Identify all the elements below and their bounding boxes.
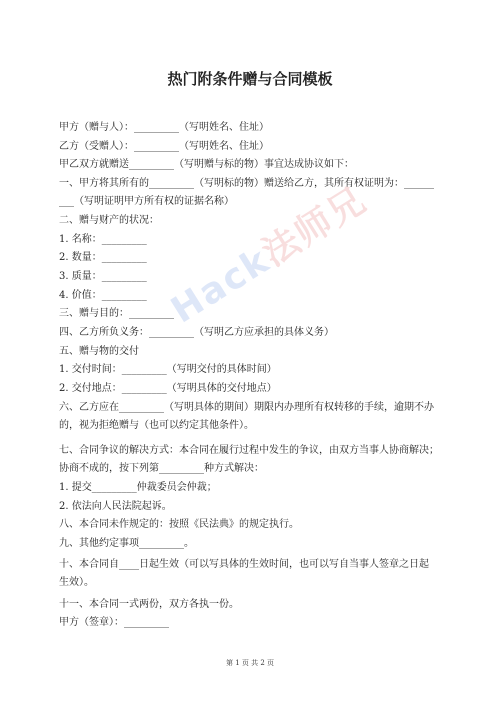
document-title: 热门附条件赠与合同模板	[167, 70, 333, 88]
lawsuit-line: 2. 依法向人民法院起诉。	[59, 501, 172, 512]
clause-3-line: 三、赠与目的：_________	[59, 308, 174, 319]
clause-4-line: 四、乙方所负义务：_________（写明乙方应承担的具体义务）	[59, 327, 334, 338]
clause-7-continued-line: 协商不成的，按下列第_________种方式解决：	[59, 463, 264, 474]
clause-8-line: 八、本合同未作规定的：按照《民法典》的规定执行。	[59, 519, 299, 530]
delivery-time-line: 1. 交付时间：_________（写明交付的具体时间）	[59, 364, 277, 375]
clause-10-line: 十、本合同自____日起生效（可以写具体的生效时间，也可以写自当事人签章之日起	[59, 559, 429, 570]
clause-5-heading: 五、赠与物的交付	[59, 346, 139, 357]
clause-6-line: 六、乙方应在_________（写明具体的期间）期限内办理所有权转移的手续，逾期不办	[59, 402, 434, 413]
clause-1-line: 一、甲方将其所有的_________（写明标的物）赠送给乙方，其所有权证明为：______	[59, 178, 434, 189]
property-quality-line: 3. 质量：_________	[59, 271, 147, 282]
party-b-line: 乙方（受赠人）：_________（写明姓名、住址）	[59, 141, 269, 152]
signature-party-a-line: 甲方（签章）：_________	[59, 617, 169, 628]
property-name-line: 1. 名称：_________	[59, 234, 147, 245]
clause-9-line: 九、其他约定事项_________。	[59, 538, 194, 549]
watermark-part-2: 法师兄	[255, 179, 374, 275]
party-a-line: 甲方（赠与人）：_________（写明姓名、住址）	[59, 122, 269, 133]
clause-11-line: 十一、本合同一式两份，双方各执一份。	[59, 599, 239, 610]
property-quantity-line: 2. 数量：_________	[59, 252, 147, 263]
delivery-place-line: 2. 交付地点：_________（写明具体的交付地点）	[59, 383, 277, 394]
page-number-footer: 第 1 页 共 2 页	[225, 659, 275, 667]
clause-2-heading: 二、赠与财产的状况：	[59, 215, 159, 226]
clause-6-continued-line: 的，视为拒绝赠与（也可以约定其他条件）。	[59, 420, 254, 431]
property-value-line: 4. 价值：_________	[59, 290, 147, 301]
watermark-part-1: Hack	[164, 239, 278, 332]
agreement-intro-line: 甲乙双方就赠送_________（写明赠与标的物）事宜达成协议如下：	[59, 159, 354, 170]
clause-1-continued-line: ___（写明证明甲方所有权的证据名称）	[59, 196, 234, 207]
clause-10-continued-line: 生效）。	[59, 577, 94, 588]
clause-7-line: 七、合同争议的解决方式：本合同在履行过程中发生的争议，由双方当事人协商解决；	[59, 445, 439, 456]
arbitration-line: 1. 提交_________仲裁委员会仲裁；	[59, 482, 217, 493]
